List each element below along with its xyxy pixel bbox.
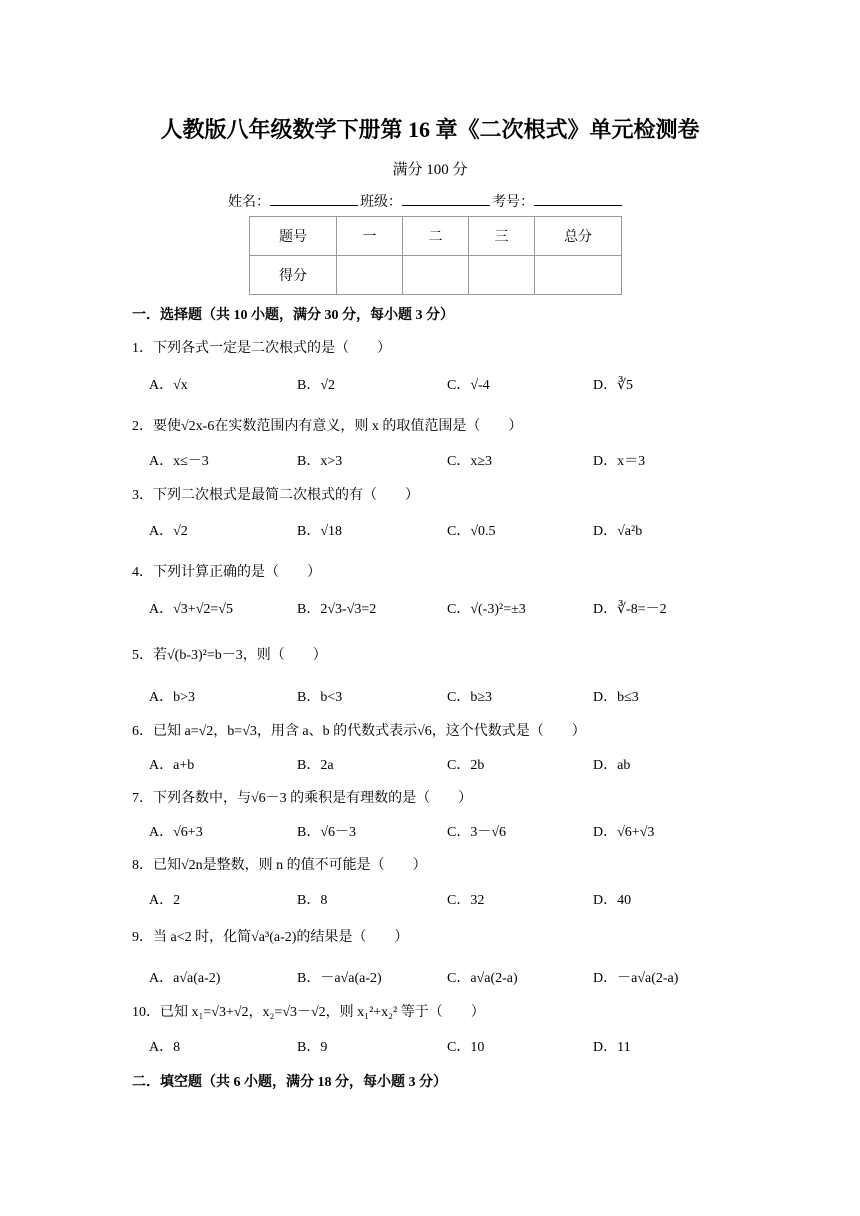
name-blank[interactable] [270, 191, 358, 206]
q7-option-c[interactable]: C．3－√6 [447, 825, 507, 840]
full-score: 满分 100 分 [392, 162, 468, 178]
question-5-stem: 5．若√(b-3)²=b－3，则（ ） [132, 648, 327, 663]
q3-option-b[interactable]: B．√18 [297, 524, 343, 539]
q9-option-b[interactable]: B．－a√a(a-2) [297, 971, 382, 986]
q5-option-c[interactable]: C．b≥3 [447, 690, 493, 705]
student-info-line [228, 191, 624, 211]
q8-option-a[interactable]: A．2 [149, 893, 181, 908]
q6-option-a[interactable]: A．a+b [149, 758, 195, 773]
q1-option-b[interactable]: B．√2 [297, 378, 336, 393]
q5-option-d[interactable]: D．b≤3 [593, 690, 639, 705]
q3-option-c[interactable]: C．√0.5 [447, 524, 496, 539]
q5-option-b[interactable]: B．b<3 [297, 690, 343, 705]
q7-option-a[interactable]: A．√6+3 [149, 825, 203, 840]
q2-option-b[interactable]: B．x>3 [297, 454, 343, 469]
q9-option-a[interactable]: A．a√a(a-2) [149, 971, 221, 986]
question-7-stem: 7．下列各数中，与√6－3 的乘积是有理数的是（ ） [132, 791, 473, 806]
q8-option-c[interactable]: C．32 [447, 893, 485, 908]
q7-option-d[interactable]: D．√6+√3 [593, 825, 655, 840]
q5-option-a[interactable]: A．b>3 [149, 690, 196, 705]
question-1-stem: 1．下列各式一定是二次根式的是（ ） [132, 341, 391, 356]
section-heading: 二．填空题（共 6 小题，满分 18 分，每小题 3 分） [132, 1075, 447, 1090]
q10-option-d[interactable]: D．11 [593, 1040, 631, 1055]
q10-option-a[interactable]: A．8 [149, 1040, 181, 1055]
section-heading: 一．选择题（共 10 小题，满分 30 分，每小题 3 分） [132, 308, 454, 323]
page-title: 人教版八年级数学下册第 16 章《二次根式》单元检测卷 [160, 117, 700, 142]
score-table-header-row [250, 217, 622, 256]
class-blank[interactable] [402, 191, 490, 206]
q6-option-c[interactable]: C．2b [447, 758, 485, 773]
q6-option-d[interactable]: D．ab [593, 758, 631, 773]
q7-option-b[interactable]: B．√6－3 [297, 825, 357, 840]
question-9-stem: 9．当 a<2 时，化简√a³(a-2)的结果是（ ） [132, 930, 409, 945]
question-8-stem: 8．已知√2n是整数，则 n 的值不可能是（ ） [132, 858, 427, 873]
score-input-cell[interactable] [337, 256, 403, 295]
q4-option-b[interactable]: B．2√3-√3=2 [297, 602, 377, 617]
score-cell: 二 [403, 217, 469, 256]
name-label: 姓名： [228, 195, 270, 210]
q1-option-d[interactable]: D．∛5 [593, 378, 634, 393]
score-table-score-row [250, 256, 622, 295]
question-6-stem: 6．已知 a=√2，b=√3，用含 a、b 的代数式表示√6，这个代数式是（ ） [132, 724, 586, 739]
score-cell: 一 [337, 217, 403, 256]
score-cell: 三 [469, 217, 535, 256]
q3-option-d[interactable]: D．√a²b [593, 524, 643, 539]
q3-option-a[interactable]: A．√2 [149, 524, 188, 539]
score-cell: 总分 [535, 217, 622, 256]
question-3-stem: 3．下列二次根式是最简二次根式的有（ ） [132, 488, 419, 503]
q9-option-d[interactable]: D．－a√a(2-a) [593, 971, 679, 986]
q2-option-d[interactable]: D．x＝3 [593, 454, 646, 469]
score-input-cell[interactable] [403, 256, 469, 295]
score-cell: 题号 [250, 217, 337, 256]
q4-option-d[interactable]: D．∛-8=－2 [593, 602, 667, 617]
class-label: 班级： [360, 195, 402, 210]
question-2-stem: 2．要使√2x-6在实数范围内有意义，则 x 的取值范围是（ ） [132, 419, 523, 434]
score-table [249, 216, 622, 295]
score-input-cell[interactable] [469, 256, 535, 295]
q10-option-c[interactable]: C．10 [447, 1040, 485, 1055]
q10-option-b[interactable]: B．9 [297, 1040, 328, 1055]
question-10-stem: 10．已知 x₁=√3+√2，x₂=√3－√2，则 x₁²+x₂² 等于（ ） [132, 1005, 485, 1020]
number-label: 考号： [492, 195, 534, 210]
q4-option-a[interactable]: A．√3+√2=√5 [149, 602, 233, 617]
number-blank[interactable] [534, 191, 622, 206]
q8-option-d[interactable]: D．40 [593, 893, 632, 908]
q1-option-a[interactable]: A．√x [149, 378, 188, 393]
q2-option-a[interactable]: A．x≤－3 [149, 454, 209, 469]
score-cell: 得分 [250, 256, 337, 295]
score-input-cell[interactable] [535, 256, 622, 295]
q8-option-b[interactable]: B．8 [297, 893, 328, 908]
question-4-stem: 4．下列计算正确的是（ ） [132, 565, 321, 580]
q9-option-c[interactable]: C．a√a(2-a) [447, 971, 518, 986]
q4-option-c[interactable]: C．√(-3)²=±3 [447, 602, 526, 617]
q6-option-b[interactable]: B．2a [297, 758, 334, 773]
q2-option-c[interactable]: C．x≥3 [447, 454, 493, 469]
q1-option-c[interactable]: C．√-4 [447, 378, 490, 393]
